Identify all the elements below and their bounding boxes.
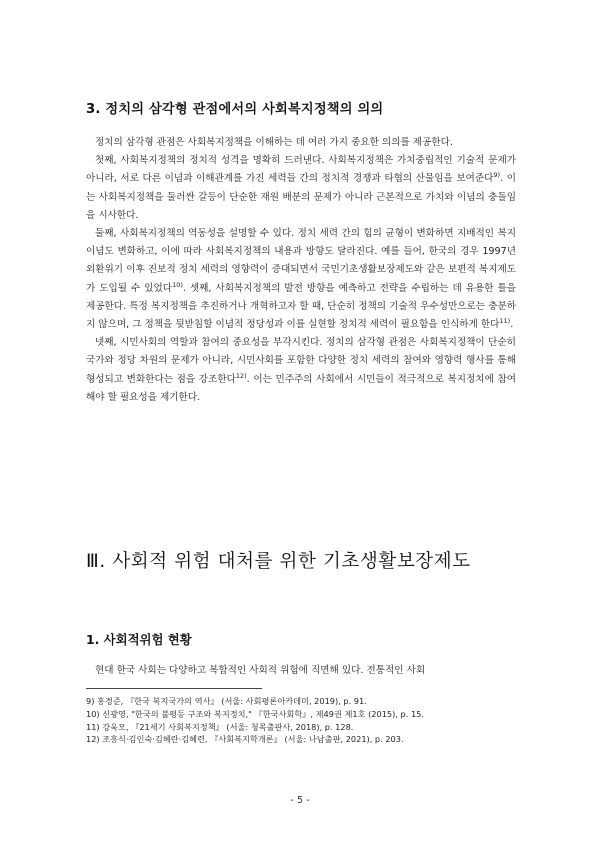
paragraph-fourth: 넷째, 시민사회의 역할과 참여의 중요성을 부각시킨다. 정치의 삼각형 관점은 사회복지정책이 단순히 국가와 정당 차원의 문제가 아니라, 시민사회를 포함한 다양한 정치 세력의 참여와 영향력 행사를 통해 형성되고 변화한다는 점을 강조한다$^{12)}$. 이는 민주주의 사회에서 시민들이 적극적으로 복지정치에 참여해야 할 필요성을 제기한다.: [86, 337, 516, 403]
footnote-ref-11[interactable]: 11): [499, 316, 511, 325]
section-heading: 3. 정치의 삼각형 관점에서의 사회복지정책의 의의: [86, 102, 384, 117]
section-body: [86, 134, 516, 407]
footnote-ref-12[interactable]: 12): [235, 371, 247, 380]
chapter-heading: Ⅲ. 사회적 위험 대처를 위한 기초생활보장제도: [86, 551, 471, 572]
paragraph-first: 첫째, 사회복지정책의 정치적 성격을 명확히 드러낸다. 사회복지정책은 가치중립적인 기술적 문제가 아니라, 서로 다른 이념과 이해관계를 가진 세력들 간의 정치적 경쟁과 타협의 산물임을 보여준다$^{9)}$. 이는 사회복지정책을 둘러싼 갈등이 단순한 재원 배분의 문제가 아니라 근본적으로 가치와 이념의 충돌임을 시사한다.: [86, 155, 516, 221]
footnote-12: 12) 조흥식·김인숙·김혜란·김혜련, 『사회복지학개론』 (서울: 나남출판, 2021), p. 203.: [86, 734, 404, 745]
paragraph-intro: 정치의 삼각형 관점은 사회복지정책을 이해하는 데 여러 가지 중요한 의의를 제공한다.: [95, 137, 453, 148]
footnote-9: 9) 홍경준, 『한국 복지국가의 역사』 (서울: 사회평론아카데미, 2019), p. 91.: [86, 696, 367, 706]
footnote-list: [86, 695, 516, 746]
footnote-11: 11) 강욱모, 『21세기 사회복지정책』 (서울: 청목출판사, 2018), p. 128.: [86, 721, 354, 732]
paragraph-second: 둘째, 사회복지정책의 역동성을 설명할 수 있다. 정치 세력 간의 힘의 균형이 변화하면 지배적인 복지 이념도 변화하고, 이에 따라 사회복지정책의 내용과 방향도 달라진다. 예를 들어, 한국의 경우 1997년 외환위기 이후 진보적 정치 세력의 영향력이 증대되면서 국민기초생활보장제도와 같은 보편적 복지제도가 도입될 수 있었다$^{10)}$. 셋째, 사회복지정책의 발전 방향을 예측하고 전략을 수립하는 데 유용한 틀을 제공한다. 특정 복지정책을 추진하거나 개혁하고자 할 때, 단순히 정책의 기술적 우수성만으로는 충분하지 않으며, 그 정책을 뒷받침할 이념적 정당성과 이를 실현할 정치적 세력이 필요함을 인식하게 한다$^{11)}$.: [86, 228, 516, 331]
footnote-ref-9[interactable]: 9): [493, 171, 501, 180]
subsection-lead-text: 현대 한국 사회는 다양하고 복합적인 사회적 위험에 직면해 있다. 전통적인 사회: [95, 665, 426, 676]
footnote-divider: [86, 688, 262, 689]
subsection-heading: 1. 사회적위험 현황: [86, 632, 192, 647]
page-number: - 5 -: [290, 795, 310, 806]
footnote-10: 10) 신광영, "한국의 불평등 구조와 복지정치," 『한국사회학』, 제49권 제1호 (2015), p. 15.: [86, 708, 424, 719]
footnote-ref-10[interactable]: 10): [172, 280, 183, 289]
